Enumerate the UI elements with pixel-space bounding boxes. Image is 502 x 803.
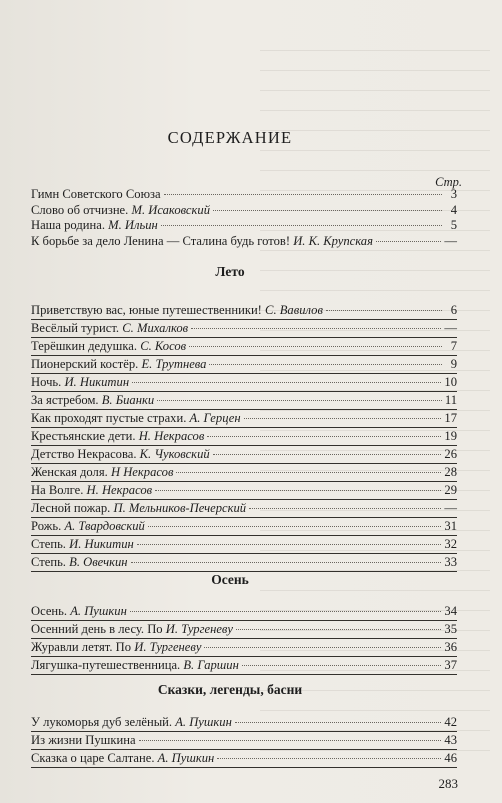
entry-title: Из жизни Пушкина: [31, 733, 136, 747]
entry-page-number: 33: [444, 555, 457, 569]
entry-author: А. Герцен: [189, 411, 241, 425]
section-heading-summer: Лето: [215, 264, 245, 279]
entry-author: В. Бианки: [101, 393, 155, 407]
entry-page-number: 19: [444, 429, 457, 443]
entry-page-number: —: [444, 233, 457, 248]
dot-leader: [204, 646, 441, 648]
toc-intro-list: [31, 187, 457, 249]
entry-page-number: 5: [450, 218, 457, 232]
entry-title: Пионерский костёр.: [31, 357, 139, 371]
toc-entry: [31, 302, 457, 320]
entry-title: Женская доля.: [31, 465, 108, 479]
entry-page-number: 6: [450, 303, 457, 317]
toc-entry: [31, 446, 457, 464]
page-number: 283: [438, 776, 458, 791]
dot-leader: [130, 610, 442, 612]
entry-page-number: 32: [444, 537, 457, 551]
toc-entry: [31, 428, 457, 446]
entry-title: Гимн Советского Союза: [31, 187, 161, 201]
entry-title: Лягушка-путешественница.: [31, 658, 181, 672]
section-heading-autumn: Осень: [211, 572, 249, 587]
entry-title: Рожь.: [31, 519, 62, 533]
dot-leader: [244, 417, 442, 419]
entry-title: Слово об отчизне.: [31, 202, 129, 217]
toc-entry: [31, 234, 457, 250]
toc-tales-list: [31, 714, 457, 768]
dot-leader: [207, 435, 441, 437]
entry-page-number: 26: [444, 447, 457, 461]
entry-title: Осенний день в лесу. По: [31, 622, 163, 636]
toc-entry: [31, 518, 457, 536]
entry-page-number: 34: [444, 604, 457, 618]
toc-entry: [31, 356, 457, 374]
entry-author: С. Михалков: [122, 321, 189, 335]
dot-leader: [213, 453, 442, 455]
entry-title: На Волге.: [31, 483, 84, 497]
entry-page-number: 9: [450, 357, 457, 371]
entry-page-number: 3: [450, 187, 457, 201]
entry-page-number: —: [444, 321, 457, 335]
entry-page-number: 31: [444, 519, 457, 533]
entry-page-number: 43: [444, 733, 457, 747]
dot-leader: [236, 628, 441, 630]
dot-leader: [213, 209, 442, 211]
entry-author: Н. Некрасов: [138, 429, 205, 443]
entry-title: Степь.: [31, 555, 66, 569]
dot-leader: [209, 363, 442, 365]
entry-page-number: 42: [444, 715, 457, 729]
toc-entry: [31, 187, 457, 203]
dot-leader: [235, 721, 442, 723]
toc-entry: [31, 657, 457, 675]
dot-leader: [137, 543, 442, 545]
toc-entry: [31, 482, 457, 500]
toc-entry: [31, 338, 457, 356]
dot-leader: [132, 381, 441, 383]
entry-author: А. Пушкин: [175, 715, 232, 729]
entry-author: М. Ильин: [108, 218, 158, 232]
toc-summer-list: [31, 302, 457, 572]
page-title: СОДЕРЖАНИЕ: [167, 128, 293, 147]
dot-leader: [217, 757, 441, 759]
entry-author: И. Тургеневу: [134, 640, 202, 654]
toc-entry: [31, 410, 457, 428]
toc-entry: [31, 714, 457, 732]
entry-author: И. Никитин: [69, 537, 134, 551]
dot-leader: [376, 240, 441, 242]
entry-author: К. Чуковский: [139, 447, 210, 461]
entry-page-number: 17: [444, 411, 457, 425]
entry-author: В. Овечкин: [69, 555, 128, 569]
entry-author: А. Твардовский: [64, 519, 145, 533]
dot-leader: [191, 327, 441, 329]
entry-page-number: 7: [450, 339, 457, 353]
entry-author: А. Пушкин: [157, 751, 215, 765]
entry-author: П. Мельников-Печерский: [113, 501, 247, 515]
dot-leader: [249, 507, 441, 509]
dot-leader: [326, 309, 442, 311]
entry-title: Ночь.: [31, 375, 62, 389]
toc-entry: [31, 554, 457, 572]
toc-entry: [31, 392, 457, 410]
entry-page-number: 36: [444, 640, 457, 654]
entry-page-number: 10: [444, 375, 457, 389]
entry-title: Как проходят пустые страхи.: [31, 411, 187, 425]
toc-entry: [31, 320, 457, 338]
entry-title: Степь.: [31, 537, 66, 551]
entry-page-number: 29: [444, 483, 457, 497]
entry-title: Детство Некрасова.: [31, 447, 137, 461]
entry-author: М. Исаковский: [131, 202, 210, 217]
entry-title: Терёшкин дедушка.: [31, 339, 138, 353]
entry-author: С. Вавилов: [265, 303, 323, 317]
entry-title: Весёлый турист.: [31, 321, 120, 335]
dot-leader: [176, 471, 441, 473]
entry-title: За ястребом.: [31, 393, 99, 407]
entry-title: Сказка о царе Салтане.: [31, 751, 155, 765]
toc-entry: [31, 536, 457, 554]
dot-leader: [148, 525, 442, 527]
section-heading-tales: Сказки, легенды, басни: [157, 682, 303, 697]
dot-leader: [155, 489, 441, 491]
dot-leader: [189, 345, 442, 347]
entry-author: И. К. Крупская: [293, 233, 373, 248]
toc-entry: [31, 500, 457, 518]
dot-leader: [161, 224, 442, 226]
entry-author: С. Косов: [140, 339, 187, 353]
entry-title: У лукоморья дуб зелёный.: [31, 715, 173, 729]
toc-entry: [31, 464, 457, 482]
toc-entry: [31, 218, 457, 234]
entry-author: В. Гаршин: [183, 658, 239, 672]
page-column-header: Стр.: [435, 175, 462, 189]
entry-page-number: 11: [444, 393, 457, 407]
entry-page-number: 4: [450, 202, 457, 217]
toc-entry: [31, 732, 457, 750]
entry-page-number: 35: [444, 622, 457, 636]
entry-author: И. Никитин: [64, 375, 130, 389]
toc-entry: [31, 621, 457, 639]
dot-leader: [157, 399, 442, 401]
entry-page-number: 37: [444, 658, 457, 672]
entry-title: Лесной пожар.: [31, 501, 111, 515]
toc-entry: [31, 639, 457, 657]
entry-title: Приветствую вас, юные путешественники!: [31, 303, 262, 317]
entry-page-number: —: [444, 501, 457, 515]
entry-author: Е. Трутнева: [141, 357, 207, 371]
entry-author: А. Пушкин: [70, 604, 127, 618]
entry-title: Журавли летят. По: [31, 640, 132, 654]
dot-leader: [131, 561, 442, 563]
toc-entry: [31, 750, 457, 768]
entry-author: И. Тургеневу: [165, 622, 233, 636]
dot-leader: [242, 664, 442, 666]
entry-title: Крестьянские дети.: [31, 429, 136, 443]
entry-author: Н Некрасов: [110, 465, 174, 479]
entry-title: Наша родина.: [31, 218, 105, 232]
entry-title: Осень.: [31, 604, 68, 618]
entry-page-number: 28: [444, 465, 457, 479]
entry-title: К борьбе за дело Ленина — Сталина будь готов!: [31, 233, 291, 248]
toc-entry: [31, 374, 457, 392]
dot-leader: [139, 739, 442, 741]
entry-page-number: 46: [444, 751, 457, 765]
toc-autumn-list: [31, 603, 457, 675]
toc-entry: [31, 603, 457, 621]
toc-entry: [31, 203, 457, 219]
entry-author: Н. Некрасов: [86, 483, 153, 497]
dot-leader: [164, 193, 442, 195]
